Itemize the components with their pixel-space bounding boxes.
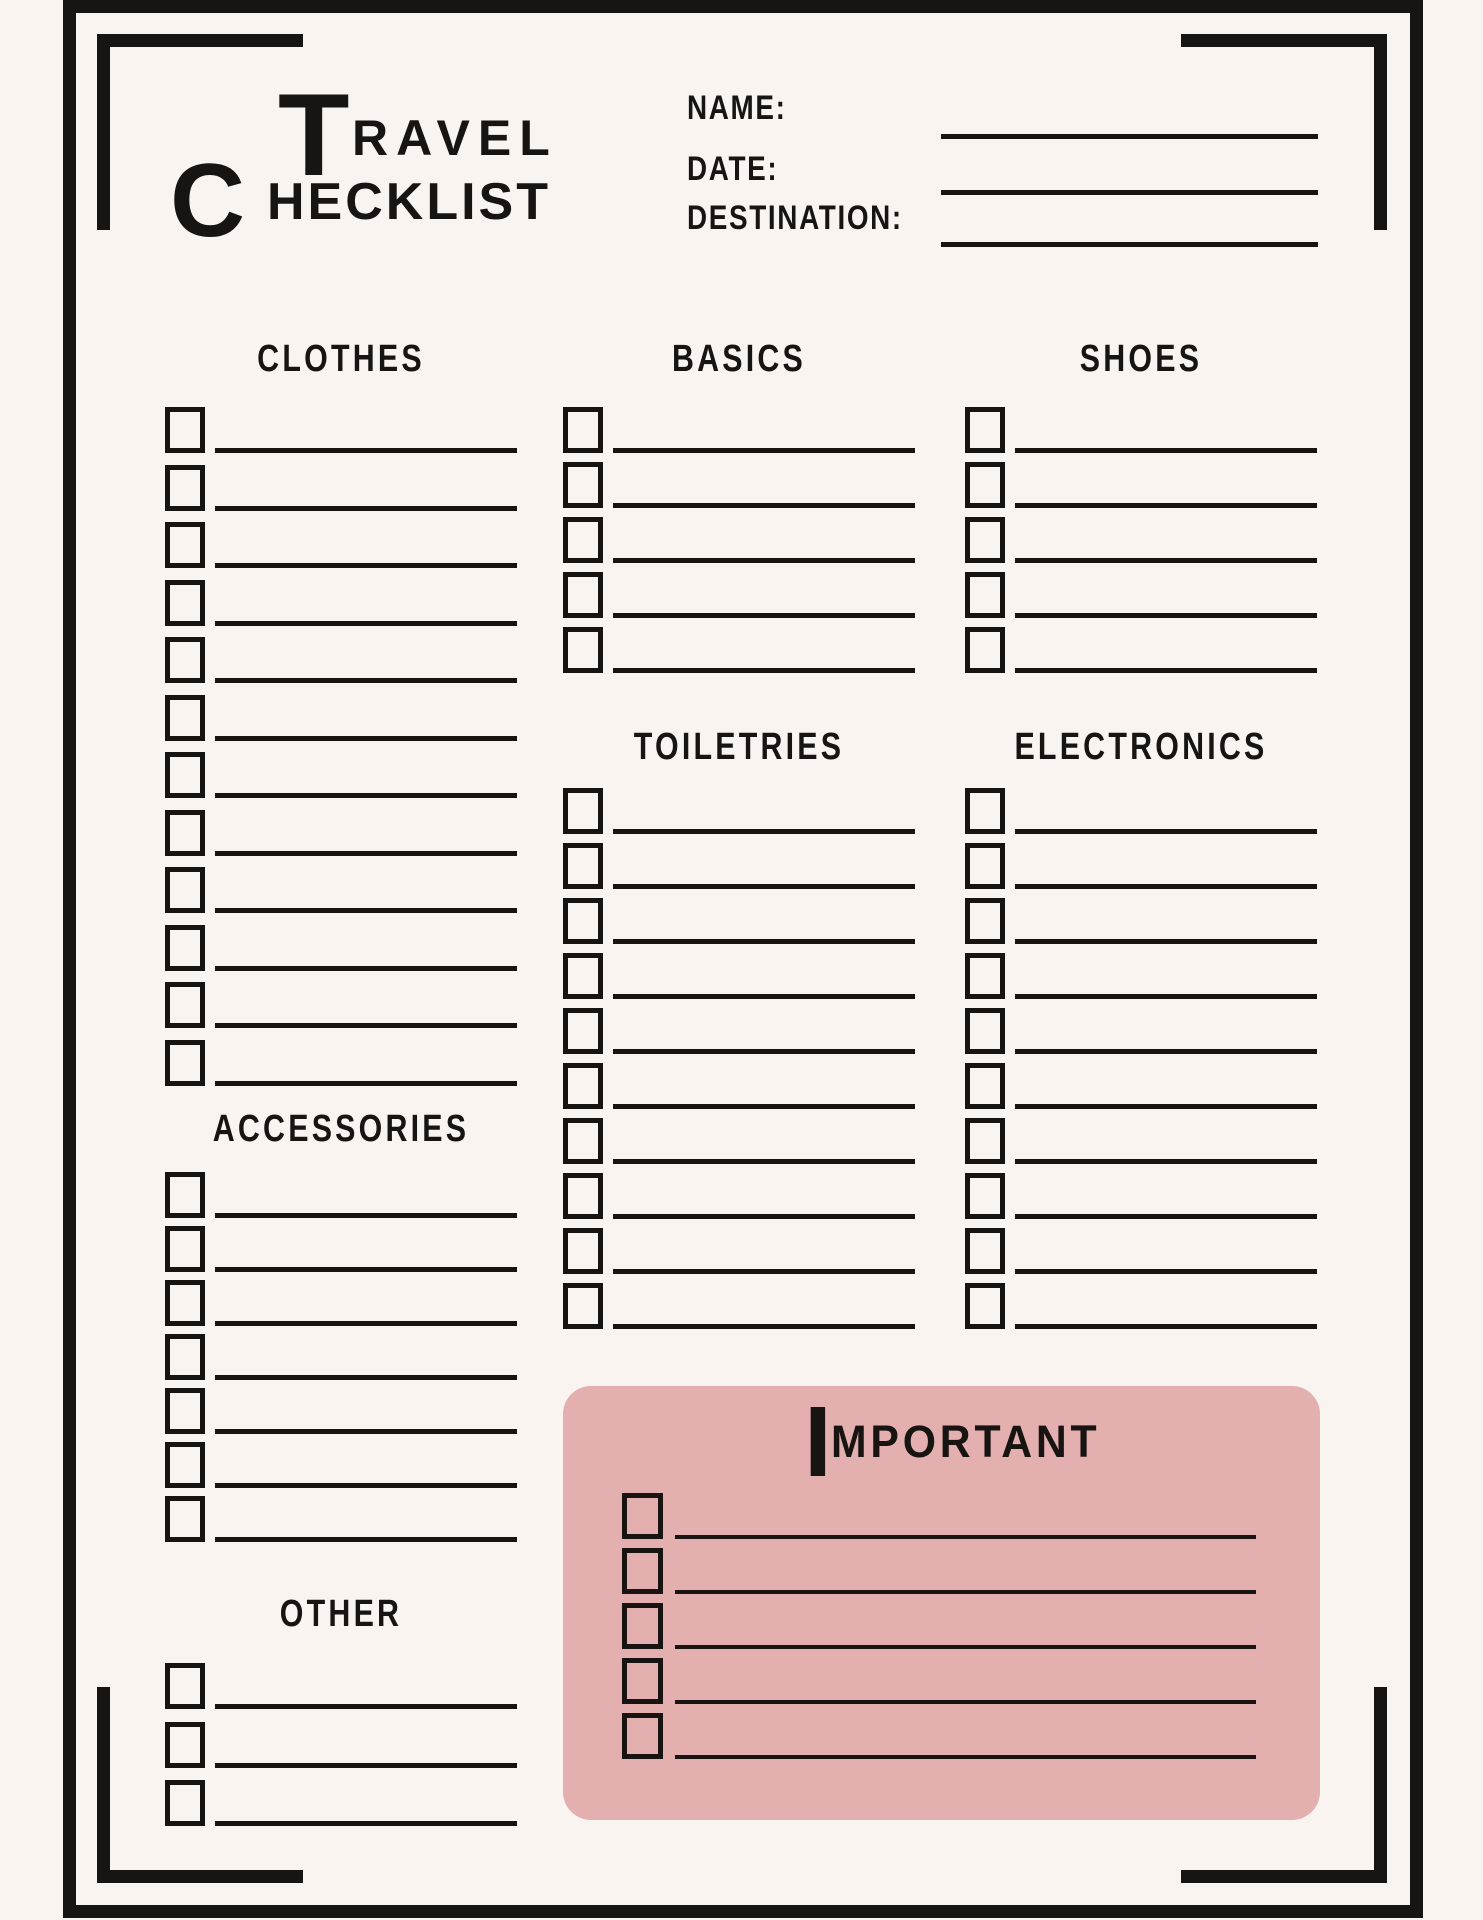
item-fill-line[interactable] (215, 1763, 517, 1768)
item-checkbox[interactable] (965, 843, 1005, 889)
item-fill-line[interactable] (215, 1321, 517, 1326)
checklist-item (165, 1334, 517, 1380)
item-checkbox[interactable] (965, 1008, 1005, 1054)
item-fill-line[interactable] (215, 1081, 517, 1086)
destination-input-line[interactable] (941, 242, 1318, 247)
checklist-item (622, 1713, 1256, 1759)
item-checkbox[interactable] (563, 572, 603, 618)
item-checkbox[interactable] (965, 517, 1005, 563)
item-fill-line[interactable] (215, 966, 517, 971)
checklist-item (165, 1226, 517, 1272)
item-checkbox[interactable] (563, 627, 603, 673)
item-checkbox[interactable] (165, 522, 205, 568)
item-fill-line[interactable] (1015, 994, 1317, 999)
checklist-item (563, 1173, 915, 1219)
item-checkbox[interactable] (622, 1603, 663, 1649)
date-label: DATE: (687, 150, 779, 188)
checklist-item (622, 1658, 1256, 1704)
date-input-line[interactable] (941, 190, 1318, 195)
item-fill-line[interactable] (1015, 884, 1317, 889)
item-fill-line[interactable] (613, 558, 915, 563)
item-checkbox[interactable] (165, 1334, 205, 1380)
item-fill-line[interactable] (613, 1159, 915, 1164)
item-fill-line[interactable] (613, 1214, 915, 1219)
item-fill-line[interactable] (613, 1049, 915, 1054)
item-checkbox[interactable] (622, 1548, 663, 1594)
item-checkbox[interactable] (563, 1063, 603, 1109)
item-fill-line[interactable] (1015, 503, 1317, 508)
name-label: NAME: (687, 89, 787, 127)
checklist-item (622, 1548, 1256, 1594)
checklist-item (563, 898, 915, 944)
item-fill-line[interactable] (675, 1645, 1256, 1649)
checklist-item (563, 517, 915, 563)
item-fill-line[interactable] (613, 1269, 915, 1274)
checklist-item (165, 810, 517, 856)
item-checkbox[interactable] (165, 580, 205, 626)
item-fill-line[interactable] (215, 1429, 517, 1434)
item-checkbox[interactable] (965, 1173, 1005, 1219)
item-fill-line[interactable] (215, 448, 517, 453)
item-fill-line[interactable] (613, 613, 915, 618)
item-checkbox[interactable] (563, 1228, 603, 1274)
item-fill-line[interactable] (675, 1700, 1256, 1704)
item-checkbox[interactable] (165, 465, 205, 511)
item-checkbox[interactable] (165, 1280, 205, 1326)
item-checkbox[interactable] (622, 1658, 663, 1704)
checklist-item (165, 1663, 517, 1709)
item-fill-line[interactable] (613, 503, 915, 508)
item-checkbox[interactable] (965, 1228, 1005, 1274)
item-checkbox[interactable] (965, 788, 1005, 834)
checklist-item (165, 752, 517, 798)
item-fill-line[interactable] (1015, 1159, 1317, 1164)
item-checkbox[interactable] (622, 1713, 663, 1759)
title-travel-text: RAVEL (352, 110, 558, 166)
checklist-item (965, 953, 1317, 999)
checklist-item (165, 695, 517, 741)
item-fill-line[interactable] (215, 1821, 517, 1826)
item-fill-line[interactable] (215, 736, 517, 741)
checklist-item (165, 1780, 517, 1826)
item-fill-line[interactable] (215, 506, 517, 511)
title-initial-t: T (278, 69, 350, 200)
checklist-item (563, 843, 915, 889)
checklist-item (965, 1173, 1317, 1219)
checklist-item (965, 898, 1317, 944)
item-checkbox[interactable] (965, 407, 1005, 453)
item-checkbox[interactable] (563, 407, 603, 453)
item-checkbox[interactable] (965, 572, 1005, 618)
item-checkbox[interactable] (563, 843, 603, 889)
checklist-item (165, 580, 517, 626)
item-checkbox[interactable] (563, 1008, 603, 1054)
item-fill-line[interactable] (215, 1704, 517, 1709)
item-checkbox[interactable] (622, 1493, 663, 1539)
item-fill-line[interactable] (1015, 939, 1317, 944)
checklist-item (563, 627, 915, 673)
item-checkbox[interactable] (165, 1722, 205, 1768)
checklist-item (965, 1118, 1317, 1164)
checklist-item (622, 1603, 1256, 1649)
item-fill-line[interactable] (215, 1375, 517, 1380)
item-fill-line[interactable] (613, 939, 915, 944)
item-checkbox[interactable] (165, 1442, 205, 1488)
item-checkbox[interactable] (563, 517, 603, 563)
checklist-item (965, 1008, 1317, 1054)
item-fill-line[interactable] (215, 563, 517, 568)
title-initial-c: C (170, 143, 246, 259)
item-fill-line[interactable] (1015, 613, 1317, 618)
checklist-item (165, 637, 517, 683)
checklist-item (165, 982, 517, 1028)
item-fill-line[interactable] (215, 908, 517, 913)
checklist-item (965, 843, 1317, 889)
checklist-item (165, 1496, 517, 1542)
item-checkbox[interactable] (165, 1496, 205, 1542)
item-checkbox[interactable] (563, 1283, 603, 1329)
item-fill-line[interactable] (215, 793, 517, 798)
item-checkbox[interactable] (165, 637, 205, 683)
checklist-item (165, 407, 517, 453)
item-fill-line[interactable] (215, 1213, 517, 1218)
item-fill-line[interactable] (1015, 1104, 1317, 1109)
checklist-item (165, 1388, 517, 1434)
checklist-item (563, 1118, 915, 1164)
item-checkbox[interactable] (965, 1283, 1005, 1329)
checklist-item (563, 572, 915, 618)
item-checkbox[interactable] (165, 1226, 205, 1272)
item-fill-line[interactable] (613, 448, 915, 453)
item-fill-line[interactable] (1015, 668, 1317, 673)
item-checkbox[interactable] (165, 1388, 205, 1434)
item-checkbox[interactable] (165, 810, 205, 856)
item-checkbox[interactable] (165, 752, 205, 798)
item-checkbox[interactable] (965, 1063, 1005, 1109)
checklist-item (965, 517, 1317, 563)
checklist-item (965, 462, 1317, 508)
checklist-important (622, 1493, 1256, 1768)
section-title-electronics: ELECTRONICS (1014, 726, 1268, 768)
checklist-item (165, 867, 517, 913)
item-checkbox[interactable] (965, 1118, 1005, 1164)
item-fill-line[interactable] (1015, 558, 1317, 563)
checklist-item (165, 522, 517, 568)
item-fill-line[interactable] (215, 851, 517, 856)
checklist-item (563, 1228, 915, 1274)
item-checkbox[interactable] (165, 1663, 205, 1709)
item-fill-line[interactable] (613, 668, 915, 673)
item-checkbox[interactable] (965, 953, 1005, 999)
checklist-item (165, 1722, 517, 1768)
checklist-clothes (165, 407, 517, 1097)
item-checkbox[interactable] (165, 1172, 205, 1218)
checklist-toiletries (563, 788, 915, 1338)
item-fill-line[interactable] (675, 1755, 1256, 1759)
item-checkbox[interactable] (165, 1780, 205, 1826)
item-checkbox[interactable] (165, 867, 205, 913)
checklist-electronics (965, 788, 1317, 1338)
checklist-item (965, 1228, 1317, 1274)
item-checkbox[interactable] (563, 788, 603, 834)
item-fill-line[interactable] (215, 678, 517, 683)
item-checkbox[interactable] (165, 407, 205, 453)
item-fill-line[interactable] (675, 1535, 1256, 1539)
checklist-item (563, 1283, 915, 1329)
checklist-item (563, 407, 915, 453)
item-fill-line[interactable] (215, 1537, 517, 1542)
item-checkbox[interactable] (563, 1173, 603, 1219)
checklist-item (165, 465, 517, 511)
checklist-item (165, 1280, 517, 1326)
item-fill-line[interactable] (1015, 829, 1317, 834)
checklist-item (965, 407, 1317, 453)
checklist-item (165, 1172, 517, 1218)
important-title-text: MPORTANT (831, 1416, 1101, 1467)
checklist-basics (563, 407, 915, 682)
item-checkbox[interactable] (165, 1040, 205, 1086)
item-checkbox[interactable] (965, 898, 1005, 944)
checklist-item (165, 925, 517, 971)
item-fill-line[interactable] (215, 621, 517, 626)
checklist-item (622, 1493, 1256, 1539)
section-title-accessories: ACCESSORIES (212, 1108, 470, 1150)
item-fill-line[interactable] (215, 1483, 517, 1488)
checklist-item (965, 788, 1317, 834)
checklist-shoes (965, 407, 1317, 682)
title-checklist-text: HECKLIST (267, 173, 551, 231)
item-fill-line[interactable] (675, 1590, 1256, 1594)
item-checkbox[interactable] (165, 982, 205, 1028)
item-fill-line[interactable] (1015, 448, 1317, 453)
section-title-other: OTHER (279, 1593, 403, 1635)
checklist-item (165, 1040, 517, 1086)
item-checkbox[interactable] (563, 1118, 603, 1164)
checklist-item (563, 788, 915, 834)
checklist-item (563, 462, 915, 508)
section-title-basics: BASICS (671, 338, 807, 380)
item-fill-line[interactable] (1015, 1214, 1317, 1219)
item-checkbox[interactable] (563, 898, 603, 944)
item-fill-line[interactable] (613, 1104, 915, 1109)
section-title-shoes: SHOES (1079, 338, 1203, 380)
item-fill-line[interactable] (215, 1023, 517, 1028)
item-checkbox[interactable] (965, 462, 1005, 508)
item-fill-line[interactable] (1015, 1324, 1317, 1329)
item-fill-line[interactable] (613, 1324, 915, 1329)
item-fill-line[interactable] (215, 1267, 517, 1272)
checklist-accessories (165, 1172, 517, 1550)
destination-label: DESTINATION: (687, 199, 903, 237)
item-checkbox[interactable] (965, 627, 1005, 673)
section-title-clothes: CLOTHES (257, 338, 425, 380)
checklist-item (965, 627, 1317, 673)
item-fill-line[interactable] (613, 884, 915, 889)
important-title-initial-i: I (804, 1386, 832, 1498)
item-checkbox[interactable] (563, 953, 603, 999)
checklist-item (165, 1442, 517, 1488)
item-fill-line[interactable] (613, 994, 915, 999)
section-title-toiletries: TOILETRIES (633, 726, 845, 768)
item-fill-line[interactable] (1015, 1269, 1317, 1274)
item-checkbox[interactable] (165, 925, 205, 971)
item-fill-line[interactable] (613, 829, 915, 834)
checklist-item (563, 953, 915, 999)
item-checkbox[interactable] (563, 462, 603, 508)
name-input-line[interactable] (941, 134, 1318, 139)
item-fill-line[interactable] (1015, 1049, 1317, 1054)
checklist-item (563, 1063, 915, 1109)
checklist-item (965, 1283, 1317, 1329)
checklist-item (965, 1063, 1317, 1109)
corner-bracket-top-right (1181, 34, 1387, 230)
item-checkbox[interactable] (165, 695, 205, 741)
checklist-item (563, 1008, 915, 1054)
checklist-other (165, 1663, 517, 1839)
checklist-item (965, 572, 1317, 618)
